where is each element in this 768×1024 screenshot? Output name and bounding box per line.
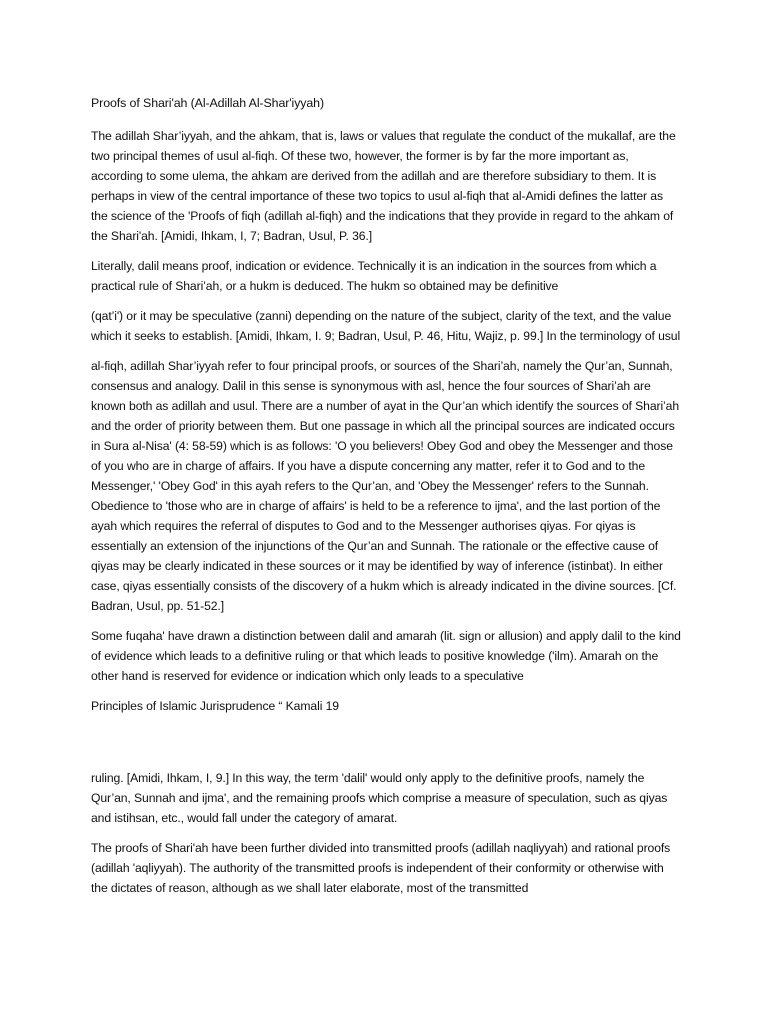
paragraph-four-sources: al-fiqh, adillah Shar’iyyah refer to four principal proofs, or sources of the Shari’ah, namely the Qur’an, Sunnah, consensus and analogy. Dalil in this sense is synonymous with asl, hence the four sources of Shari’ah are known both as adillah and usul. There are a number of ayat in the Qur’an which identify the sources of Shari’ah and the order of priority between them. But one passage in which all the principal sources are indicated occurs in Sura al-Nisa' (4: 58-59) which is as follows: 'O you believers! Obey God and obey the Messenger and those of you who are in charge of affairs. If you have a dispute concerning any matter, refer it to God and to the Messenger,' 'Obey God' in this ayah refers to the Qur’an, and 'Obey the Messenger' refers to the Sunnah. Obedience to 'those who are in charge of affairs' is held to be a reference to ijma', and the last portion of the ayah which requires the referral of disputes to God and to the Messenger authorises qiyas. For qiyas is essentially an extension of the injunctions of the Qur’an and Sunnah. The rationale or the effective cause of qiyas may be clearly indicated in these sources or it may be identified by way of inference (istinbat). In either case, qiyas essentially consists of the discovery of a hukm which is already indicated in the divine sources. [Cf. Badran, Usul, pp. 51-52.] — [91, 359, 680, 613]
paragraph-ruling-continued: ruling. [Amidi, Ihkam, I, 9.] In this way, the term 'dalil' would only apply to the definitive proofs, namely the Qur’an, Sunnah and ijma', and the remaining proofs which comprise a measure of speculation, such as qiyas and istihsan, etc., would fall under the category of amarat. — [91, 771, 668, 825]
paragraph-adillah-intro: The adillah Shar’iyyah, and the ahkam, that is, laws or values that regulate the conduct of the mukallaf, are the two principal themes of usul al-fiqh. Of these two, however, the former is by far the more important as, according to some ulema, the ahkam are derived from the adillah and are therefore subsidiary to them. It is perhaps in view of the central importance of these two topics to usul al-fiqh that al-Amidi defines the latter as the science of the 'Proofs of fiqh (adillah al-fiqh) and the indications that they provide in regard to the ahkam of the Shari'ah. [Amidi, Ihkam, I, 7; Badran, Usul, P. 36.] — [91, 129, 676, 243]
paragraph-dalil-amarah: Some fuqaha' have drawn a distinction between dalil and amarah (lit. sign or allusion) and apply dalil to the kind of evidence which leads to a definitive ruling or that which leads to positive knowledge ('ilm). Amarah on the other hand is reserved for evidence or indication which only leads to a speculative — [91, 629, 681, 683]
page-footer: Principles of Islamic Jurisprudence “ Kamali 19 — [91, 699, 339, 713]
paragraph-transmitted-rational: The proofs of Shari'ah have been further divided into transmitted proofs (adillah naqliyyah) and rational proofs (adillah 'aqliyyah). The authority of the transmitted proofs is independent of their conformity or otherwise with the dictates of reason, although as we shall later elaborate, most of the transmitted — [91, 841, 671, 895]
paragraph-qati-zanni: (qat’i') or it may be speculative (zanni) depending on the nature of the subject, clarity of the text, and the value which it seeks to establish. [Amidi, Ihkam, I. 9; Badran, Usul, P. 46, Hitu, Wajiz, p. 99.] In the terminology of usul — [91, 309, 681, 343]
page-break-spacer — [91, 726, 681, 768]
section-heading: Proofs of Shari'ah (Al-Adillah Al-Shar'iyyah) — [91, 96, 325, 110]
document-body — [91, 93, 681, 908]
paragraph-dalil-definition: Literally, dalil means proof, indication or evidence. Technically it is an indication in the sources from which a practical rule of Shari’ah, or a hukm is deduced. The hukm so obtained may be definitive — [91, 259, 657, 293]
